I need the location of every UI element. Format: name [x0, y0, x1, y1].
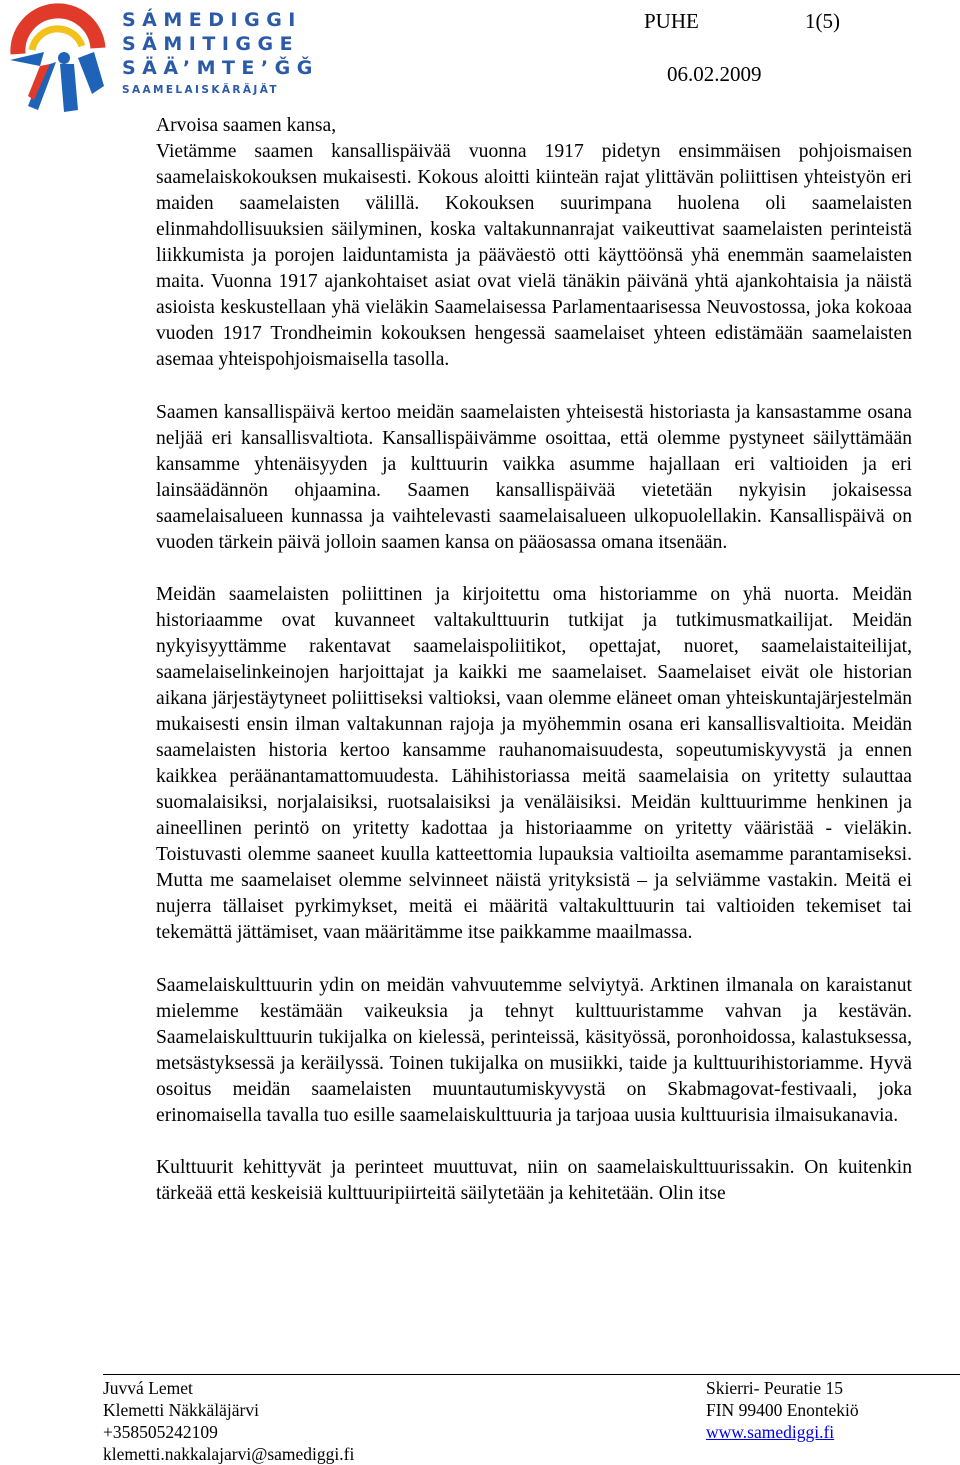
website-link[interactable]: www.samediggi.fi [706, 1422, 835, 1442]
footer-address [706, 1377, 859, 1443]
speech-body [156, 113, 912, 1233]
document-type: PUHE [644, 9, 699, 33]
salutation: Arvoisa saamen kansa, [156, 115, 337, 136]
page-number: 1(5) [805, 9, 840, 33]
footer-name-sami: Juvvá Lemet [103, 1378, 193, 1398]
footer-name: Klemetti Näkkäläjärvi [103, 1400, 259, 1420]
document-date: 06.02.2009 [667, 62, 762, 86]
paragraph-2: Saamen kansallispäivä kertoo meidän saamelaisten yhteisestä historiasta ja kansastamme osana neljää eri kansallisvaltiota. Kansallispäivämme osoittaa, että olemme pystyneet säilyttämään kansamme yhtenäisyyden ja kulttuurin vaikka asumme hajallaan eri valtioiden ja eri lainsäädännön ohjaamina. Saamen kansallispäivää vietetään nykyisin jokaisessa saamelaisalueen kunnassa ja vaihtelevasti saamelaisalueen ulkopuolellakin. Kansallispäivä on vuoden tärkein päivä jolloin saamen kansa on pääosassa omana itsenään. [156, 401, 912, 553]
samediggi-logo [4, 2, 319, 114]
footer-contact [103, 1377, 354, 1465]
logo-line-3: SÄÄ’MTE’ǦǦ [122, 57, 319, 79]
logo-wordmark [122, 8, 319, 98]
paragraph-4: Saamelaiskulttuurin ydin on meidän vahvuutemme selviytyä. Arktinen ilmanala on karaistanut mielemme kestämään vaikeuksia ja tehnyt kulttuuristamme vahvan ja kestävän. Saamelaiskulttuurin tukijalka on kielessä, perinteissä, käsityössä, poronhoidossa, kalastuksessa, metsästyksessä ja keräilyssä. Toinen tukijalka on musiikki, taide ja kulttuurihistoriamme. Hyvä osoitus meidän saamelaisten muuntautumiskyvystä on Skabmagovat-festivaali, joka erinomaisella tavalla tuo esille saamelaiskulttuuria ja tarjoaa uusia kulttuurisia ilmaisukanavia. [156, 974, 912, 1126]
paragraph-3: Meidän saamelaisten poliittinen ja kirjoitettu oma historiamme on yhä nuorta. Meidän historiaamme ovat kuvanneet valtakulttuurin tutkijat ja tutkimusmatkailijat. Meidän nykyisyyttämme rakentavat saamelaispoliitikot, opettajat, nuoret, saamelaistaiteilijat, saamelaiselinkeinojen harjoittajat ja kaikki me saamelaiset. Saamelaiset eivät ole historian aikana järjestäytyneet poliittiseksi valtioksi, vaan olemme eläneet oman yhteiskuntajärjestelmän mukaisesti ensin ilman valtakunnan rajoja ja myöhemmin osana eri kansallisvaltioita. Meidän saamelaisten historia kertoo kansamme rauhanomaisuudesta, sopeutumiskyvystä ja ennen kaikkea peräänantamattomuudesta. Lähihistoriassa meitä saamelaisia on yritetty sulauttaa suomalaisiksi, norjalaisiksi, ruotsalaisiksi ja venäläisiksi. Meidän kulttuurimme henkinen ja aineellinen perintö on yritetty kadottaa ja historiaamme on yritetty vääristää - vieläkin. Toistuvasti olemme saaneet kuulla katteettomia lupauksia valtioilta asemamme parantamiseksi. Mutta me saamelaiset olemme selvinneet näistä yrityksistä – ja selviämme vastakin. Meitä ei nujerra tällaiset pyrkimykset, meitä ei määritä valtakulttuurin tai valtioiden tekemiset tai tekemättä jättämiset, vaan määritämme itse paikkamme maailmassa. [156, 583, 912, 944]
sami-sun-emblem-icon [4, 2, 116, 114]
paragraph-5: Kulttuurit kehittyvät ja perinteet muuttuvat, niin on saamelaiskulttuurissakin. On kuitenkin tärkeää että keskeisiä kulttuuripiirteitä säilytetään ja kehitetään. Olin itse [156, 1156, 912, 1204]
logo-subline: SAAMELAISKÄRÄJÄT [122, 84, 279, 96]
footer-street: Skierri- Peuratie 15 [706, 1378, 844, 1398]
paragraph-1: Vietämme saamen kansallispäivää vuonna 1917 pidetyn ensimmäisen pohjoismaisen saamelaiskokouksen mukaisesti. Kokous aloitti kiinteän rajat ylittävän poliittisen yhteistyön eri maiden saamelaisten välillä. Kokouksen suurimpana huolena oli saamelaisten elinmahdollisuuksien säilyminen, koska valtakunnanrajat vaikeuttivat saamelaisten perinteistä liikkumista ja porojen laiduntamista ja pääväestö otti käyttöönsä yhä enemmän saamelaisten maita. Vuonna 1917 ajankohtaiset asiat ovat vielä tänäkin päivänä yhtä ajankohtaisia ja näistä asioista keskustellaan yhä vieläkin Saamelaisessa Parlamentaarisessa Neuvostossa, joka kokoaa vuoden 1917 Trondheimin kokouksen hengessä saamelaiset yhteen edistämään saamelaisten asemaa yhteispohjoismaisella tasolla. [156, 141, 912, 371]
footer-phone: +358505242109 [103, 1422, 218, 1442]
logo-line-1: SÁMEDIGGI [122, 9, 302, 31]
footer-divider [103, 1374, 960, 1375]
footer-email: klemetti.nakkalajarvi@samediggi.fi [103, 1444, 355, 1464]
footer-postal: FIN 99400 Enontekiö [706, 1400, 859, 1420]
logo-line-2: SÄMITIGGE [122, 33, 300, 55]
